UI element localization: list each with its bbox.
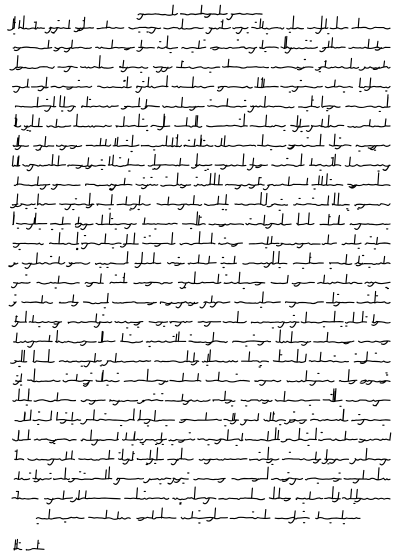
manuscript-line-14 <box>12 272 391 289</box>
closing-ink <box>14 539 44 550</box>
manuscript-line-17 <box>14 330 390 347</box>
manuscript-line-25 <box>12 487 390 504</box>
line-stroke <box>13 232 390 250</box>
manuscript-line-8 <box>12 154 390 171</box>
manuscript-line-10 <box>11 193 390 211</box>
line-stroke <box>9 292 390 308</box>
manuscript-line-3 <box>10 56 390 73</box>
line-stroke <box>8 16 390 34</box>
manuscript-line-21 <box>15 409 390 426</box>
line-stroke <box>14 114 390 131</box>
manuscript-line-4 <box>13 76 390 93</box>
manuscript-line-7 <box>13 134 390 151</box>
line-stroke <box>12 272 391 289</box>
body-lines-ink <box>8 16 391 524</box>
manuscript-line-15 <box>9 292 390 308</box>
line-stroke <box>12 487 390 504</box>
line-stroke <box>14 467 390 485</box>
line-stroke <box>11 349 390 367</box>
line-stroke <box>13 389 390 407</box>
line-stroke <box>13 134 390 151</box>
manuscript-line-26 <box>36 508 360 524</box>
manuscript-line-6 <box>14 114 390 131</box>
manuscript-line-16 <box>12 311 390 328</box>
line-stroke <box>14 173 390 190</box>
manuscript-line-19 <box>13 369 390 386</box>
line-stroke <box>12 154 390 171</box>
line-stroke <box>16 95 391 112</box>
line-stroke <box>12 311 390 328</box>
manuscript-line-1 <box>8 16 390 34</box>
line-stroke <box>13 76 390 93</box>
basmala-ink <box>137 5 262 19</box>
manuscript-line-9 <box>14 173 390 190</box>
line-stroke <box>14 330 390 347</box>
manuscript-line-20 <box>13 389 390 407</box>
line-stroke <box>9 251 390 268</box>
manuscript-line-24 <box>14 467 390 485</box>
line-stroke <box>13 428 391 446</box>
line-stroke <box>10 56 390 73</box>
line-stroke <box>13 36 390 53</box>
manuscript-line-18 <box>11 349 390 367</box>
line-stroke <box>13 369 390 386</box>
basmala-stroke <box>137 5 262 19</box>
closing-stroke <box>14 539 44 550</box>
manuscript-line-2 <box>13 36 390 53</box>
line-stroke <box>13 212 390 230</box>
manuscript-line-13 <box>9 251 390 268</box>
manuscript-line-22 <box>13 428 391 446</box>
line-stroke <box>11 193 390 211</box>
line-stroke <box>36 508 360 524</box>
line-stroke <box>15 409 390 426</box>
line-stroke <box>15 447 390 465</box>
manuscript-line-12 <box>13 232 390 250</box>
manuscript-line-11 <box>13 212 390 230</box>
manuscript-line-23 <box>15 447 390 465</box>
manuscript-line-5 <box>16 95 391 112</box>
